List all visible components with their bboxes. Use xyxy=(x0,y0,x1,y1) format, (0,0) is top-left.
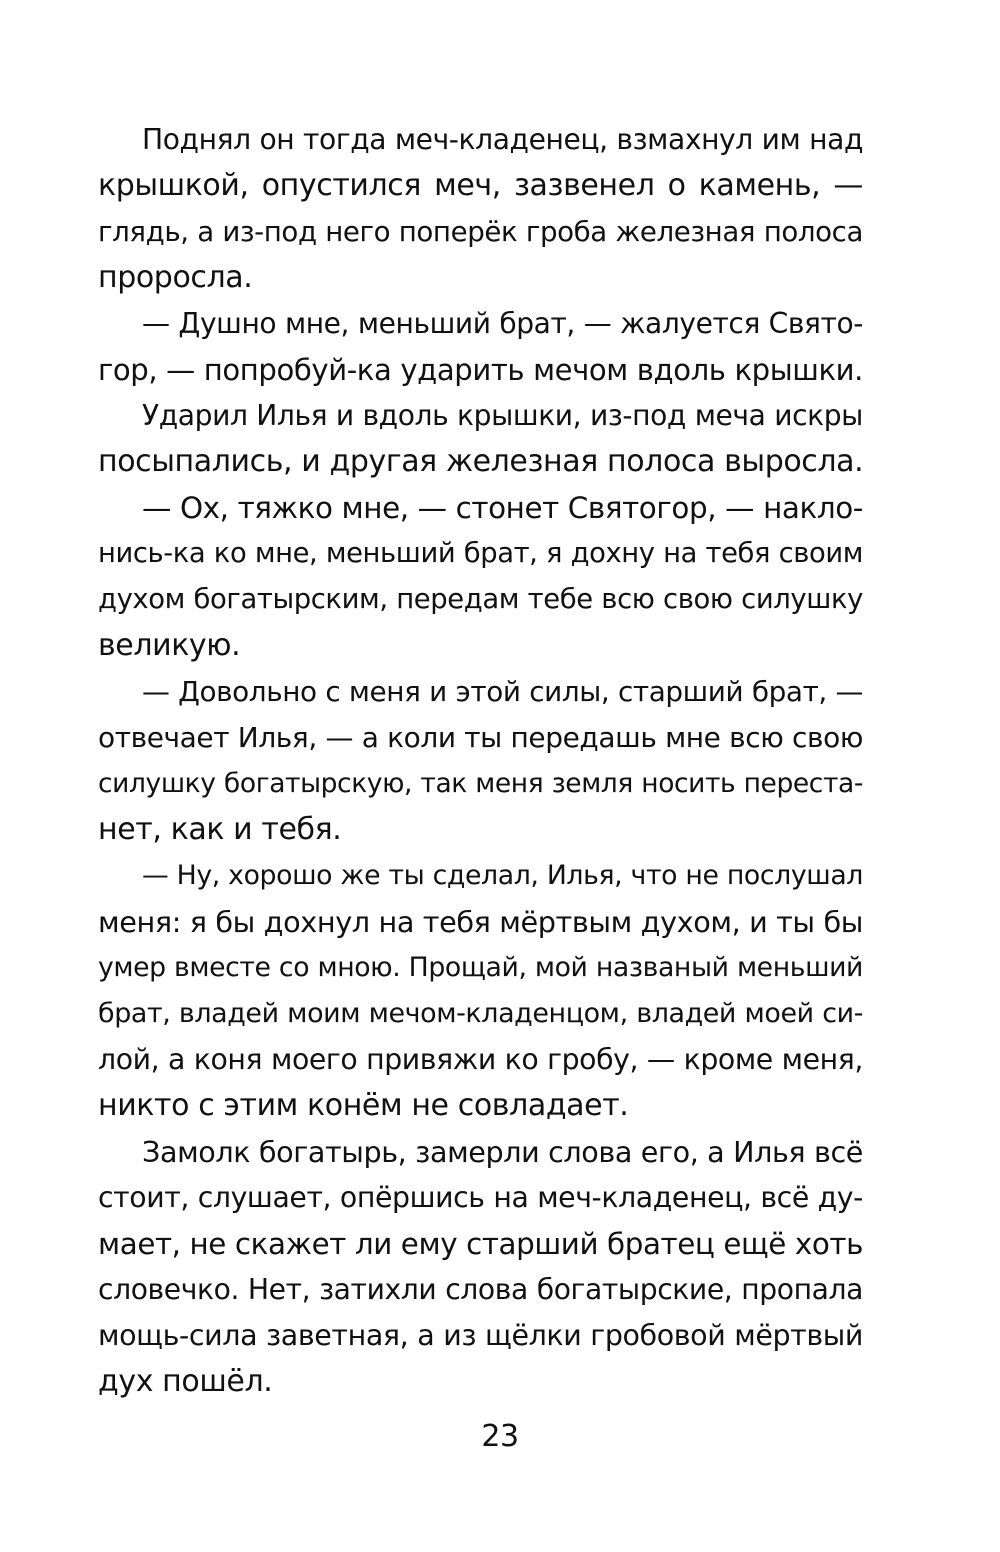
text-line: меня: я бы дохнул на тебя мёртвым духом, и ты бы xyxy=(98,905,863,939)
text-line: Замолк богатырь, замерли слова его, а Илья всё xyxy=(142,1135,863,1169)
text-line: мощь-сила заветная, а из щёлки гробовой мёртвый xyxy=(98,1319,863,1352)
text-line: умер вместе со мною. Прощай, мой названый меньший xyxy=(98,952,863,983)
text-line: отвечает Илья, — а коли ты передашь мне всю свою xyxy=(98,721,863,754)
page-number: 23 xyxy=(481,1419,519,1454)
text-line: — Душно мне, меньший брат, — жалуется Свято- xyxy=(142,307,863,340)
text-line: словечко. Нет, затихли слова богатырские, пропала xyxy=(98,1273,863,1306)
text-line: силушку богатырскую, так меня земля носить переста- xyxy=(98,768,863,799)
text-line: нись-ка ко мне, меньший брат, я дохну на тебя своим xyxy=(98,538,863,569)
text-line: посыпались, и другая железная полоса выросла. xyxy=(98,444,864,479)
text-line: гор, — попробуй-ка ударить мечом вдоль крышки. xyxy=(98,353,863,387)
text-line: Поднял он тогда меч-кладенец, взмахнул им над xyxy=(142,123,863,156)
text-line: — Довольно с меня и этой силы, старший брат, — xyxy=(142,675,863,708)
text-line: стоит, слушает, опёршись на меч-кладенец, всё ду- xyxy=(98,1181,863,1214)
text-line: глядь, а из-под него поперёк гроба железная полоса xyxy=(98,215,863,248)
text-line: духом богатырским, передам тебе всю свою силушку xyxy=(98,584,863,615)
text-line: — Ну, хорошо же ты сделал, Илья, что не послушал xyxy=(142,860,863,891)
text-line: нет, как и тебя. xyxy=(98,812,342,847)
text-line: Ударил Илья и вдоль крышки, из-под меча искры xyxy=(142,399,863,432)
text-line: проросла. xyxy=(98,260,253,295)
text-line: никто с этим конём не совладает. xyxy=(98,1088,629,1123)
text-line: мает, не скажет ли ему старший братец ещё хоть xyxy=(98,1227,863,1261)
text-line: лой, а коня моего привяжи ко гробу, — кроме меня, xyxy=(98,1043,863,1076)
text-line: крышкой, опустился меч, зазвенел о камень, — xyxy=(98,168,863,203)
text-line: великую. xyxy=(98,628,241,663)
text-line: — Ох, тяжко мне, — стонет Святогор, — накло- xyxy=(142,491,863,525)
text-line: дух пошёл. xyxy=(98,1364,273,1399)
text-line: брат, владей моим мечом-кладенцом, владей моей си- xyxy=(98,998,863,1029)
